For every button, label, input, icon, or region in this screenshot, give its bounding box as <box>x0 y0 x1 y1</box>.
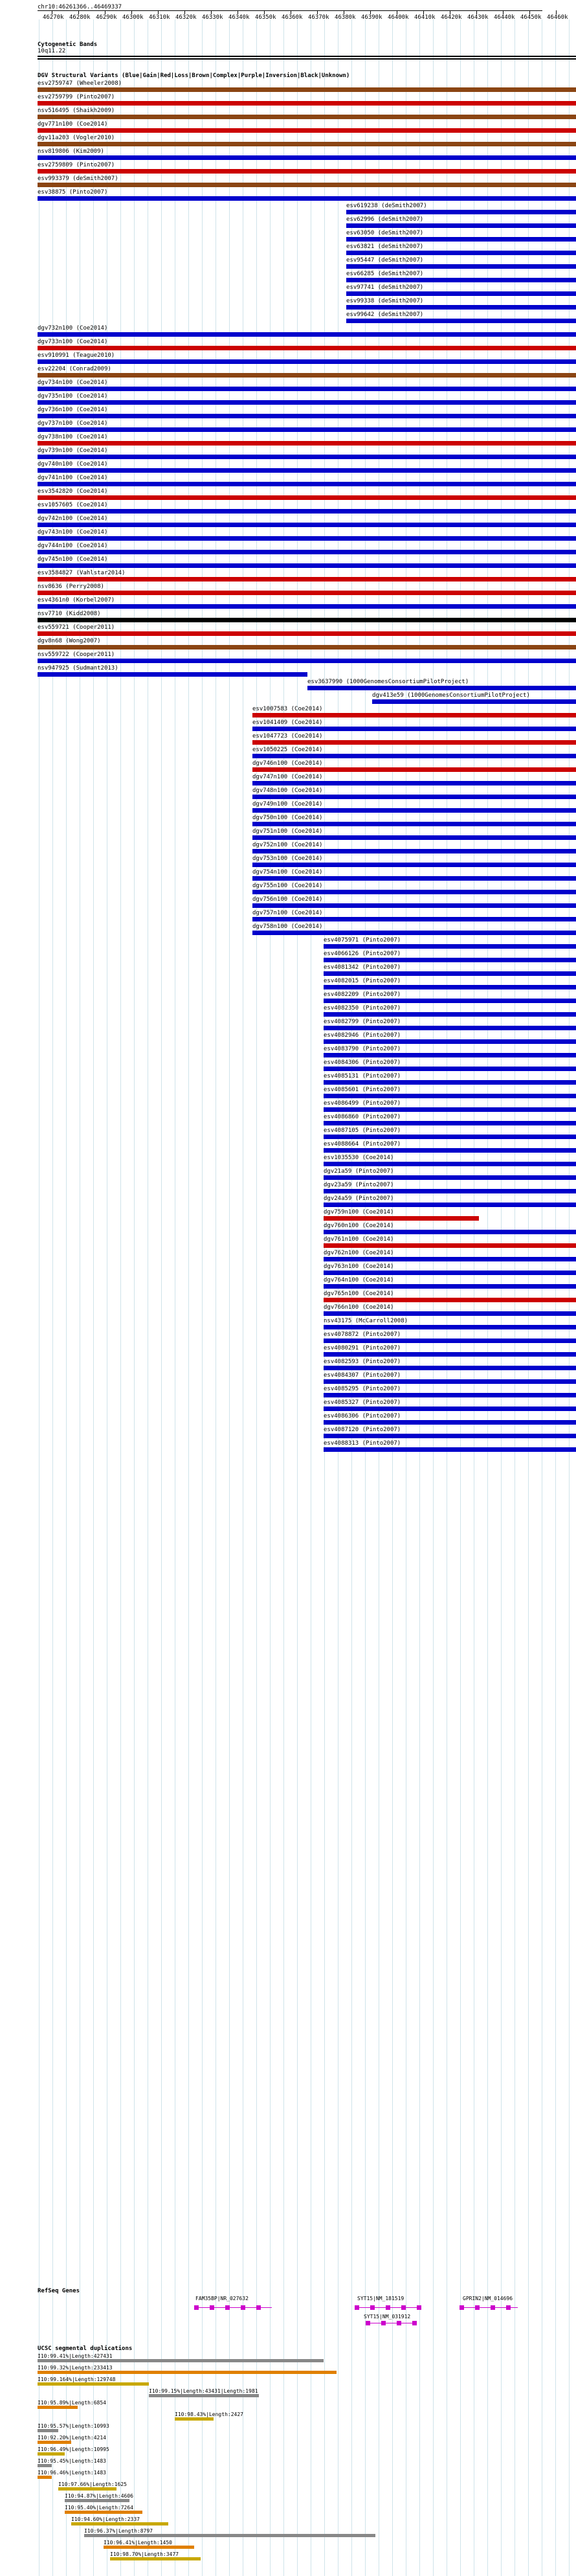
segdup-bar[interactable] <box>38 2464 52 2467</box>
variant-label[interactable]: esv4086306 (Pinto2007) <box>324 1413 401 1419</box>
gene-exon[interactable] <box>412 2321 417 2325</box>
variant-label[interactable]: esv62996 (deSmith2007) <box>346 216 424 223</box>
variant-label[interactable]: esv2759747 (Wheeler2008) <box>38 80 122 87</box>
gene-exon[interactable] <box>386 2305 390 2310</box>
ruler-tick-label: 46410k <box>414 14 436 21</box>
refseq-genes <box>0 2301 576 2327</box>
gene-exon[interactable] <box>401 2305 406 2310</box>
variant-bar-gain[interactable] <box>324 1379 576 1384</box>
variant-bar-complex[interactable] <box>38 142 576 146</box>
variant-label[interactable]: esv2759809 (Pinto2007) <box>38 162 115 168</box>
variant-bar-gain[interactable] <box>324 1053 576 1057</box>
variant-label[interactable]: dgv21a59 (Pinto2007) <box>324 1168 394 1175</box>
variant-bar-gain[interactable] <box>346 278 576 282</box>
segdup-bar[interactable] <box>38 2452 65 2456</box>
variant-bar-loss[interactable] <box>38 631 576 636</box>
variant-label[interactable]: esv22204 (Conrad2009) <box>38 366 111 372</box>
variant-label[interactable]: nsv7710 (Kidd2008) <box>38 611 101 617</box>
variant-label[interactable]: esv4088313 (Pinto2007) <box>324 1440 401 1447</box>
variant-bar-gain[interactable] <box>324 1107 576 1112</box>
variant-bar-gain[interactable] <box>324 1339 576 1343</box>
variant-bar-gain[interactable] <box>252 917 576 921</box>
variant-bar-gain[interactable] <box>38 468 576 473</box>
variant-label[interactable]: esv4082209 (Pinto2007) <box>324 991 401 998</box>
variant-bar-gain[interactable] <box>324 1271 576 1275</box>
variant-bar-gain[interactable] <box>38 400 576 405</box>
segdup-label[interactable]: I10:95.89%|Length:6854 <box>38 2400 106 2406</box>
variant-bar-gain[interactable] <box>324 1026 576 1030</box>
variant-label[interactable]: esv4085601 (Pinto2007) <box>324 1087 401 1093</box>
variant-label[interactable]: esv4361n0 (Korbel2007) <box>38 597 115 604</box>
variant-label[interactable]: esv993379 (deSmith2007) <box>38 175 118 182</box>
variant-label[interactable]: esv4066126 (Pinto2007) <box>324 951 401 957</box>
variant-label[interactable]: esv4085131 (Pinto2007) <box>324 1073 401 1079</box>
segdup-bar[interactable] <box>65 2499 129 2502</box>
ruler-tick-label: 46350k <box>255 14 276 21</box>
variant-bar-loss[interactable] <box>38 169 576 174</box>
variant-bar-gain[interactable] <box>324 1447 576 1452</box>
ruler-tick-label: 46390k <box>361 14 382 21</box>
variant-label[interactable]: dgv735n100 (Coe2014) <box>38 393 108 400</box>
segdup-label[interactable]: I10:95.57%|Length:10993 <box>38 2423 109 2429</box>
variant-bar-complex[interactable] <box>38 115 576 119</box>
variant-label[interactable]: dgv736n100 (Coe2014) <box>38 407 108 413</box>
variant-label[interactable]: dgv763n100 (Coe2014) <box>324 1263 394 1270</box>
variant-bar-gain[interactable] <box>38 455 576 459</box>
variant-bar-gain[interactable] <box>38 523 576 527</box>
variant-label[interactable]: esv4086499 (Pinto2007) <box>324 1100 401 1107</box>
variant-label[interactable]: esv4084306 (Pinto2007) <box>324 1059 401 1066</box>
cytoband-bar-lower <box>38 58 576 60</box>
variant-label[interactable]: esv3637990 (1000GenomesConsortiumPilotProject) <box>307 679 469 685</box>
variant-bar-gain[interactable] <box>372 699 576 704</box>
variant-label[interactable]: esv99338 (deSmith2007) <box>346 298 424 304</box>
variant-label[interactable]: esv4087120 (Pinto2007) <box>324 1427 401 1433</box>
variant-label[interactable]: dgv771n100 (Coe2014) <box>38 121 108 128</box>
variant-bar-gain[interactable] <box>38 387 576 391</box>
variant-bar-gain[interactable] <box>252 890 576 894</box>
segdup-label[interactable]: I10:92.20%|Length:4214 <box>38 2435 106 2441</box>
base-ruler[interactable] <box>0 10 576 19</box>
variant-label[interactable]: dgv747n100 (Coe2014) <box>252 774 323 780</box>
variant-label[interactable]: esv97741 (deSmith2007) <box>346 284 424 291</box>
ruler-tick-label: 46270k <box>43 14 64 21</box>
ruler-tick-label: 46330k <box>202 14 223 21</box>
variant-bar-gain[interactable] <box>346 237 576 242</box>
variant-bar-gain[interactable] <box>346 319 576 323</box>
variant-bar-gain[interactable] <box>38 414 576 418</box>
variant-label[interactable]: esv4082593 (Pinto2007) <box>324 1359 401 1365</box>
variant-label[interactable]: esv910991 (Teague2010) <box>38 352 115 359</box>
variant-bar-gain[interactable] <box>346 264 576 269</box>
variant-bar-gain[interactable] <box>324 1148 576 1153</box>
variant-label[interactable]: dgv23a59 (Pinto2007) <box>324 1182 394 1188</box>
variant-label[interactable]: dgv765n100 (Coe2014) <box>324 1291 394 1297</box>
gene-exon[interactable] <box>475 2305 480 2310</box>
segdup-bar[interactable] <box>38 2406 78 2409</box>
ruler-tick-label: 46460k <box>547 14 568 21</box>
variant-bar-gain[interactable] <box>252 903 576 908</box>
variant-bar-loss[interactable] <box>38 346 576 350</box>
dgv-track-title[interactable]: DGV Structural Variants (Blue|Gain|Red|Loss|Brown|Complex|Purple|Inversion|Black|Unknown) <box>38 73 350 79</box>
variant-label[interactable]: esv4082946 (Pinto2007) <box>324 1032 401 1039</box>
variant-bar-loss[interactable] <box>252 767 576 772</box>
segdup-label[interactable]: I10:95.45%|Length:1483 <box>38 2458 106 2464</box>
variant-bar-gain[interactable] <box>346 210 576 214</box>
variant-label[interactable]: esv99642 (deSmith2007) <box>346 311 424 318</box>
cytoband-track-title[interactable]: Cytogenetic Bands <box>38 41 98 48</box>
variant-label[interactable]: esv4082350 (Pinto2007) <box>324 1005 401 1011</box>
gene-exon[interactable] <box>366 2321 370 2325</box>
cytoband-label: 10q11.22 <box>38 48 66 54</box>
segdup-label[interactable]: I10:94.87%|Length:4606 <box>65 2493 133 2499</box>
variant-label[interactable]: dgv741n100 (Coe2014) <box>38 475 108 481</box>
variant-label[interactable]: dgv732n100 (Coe2014) <box>38 325 108 332</box>
variant-label[interactable]: dgv737n100 (Coe2014) <box>38 420 108 427</box>
variant-label[interactable]: nsv8636 (Perry2008) <box>38 583 104 590</box>
variant-label[interactable]: nsv43175 (McCarroll2008) <box>324 1318 408 1324</box>
variant-label[interactable]: esv1007583 (Coe2014) <box>252 706 323 712</box>
variant-label[interactable]: dgv756n100 (Coe2014) <box>252 896 323 903</box>
variant-label[interactable]: dgv760n100 (Coe2014) <box>324 1223 394 1229</box>
variant-label[interactable]: dgv751n100 (Coe2014) <box>252 828 323 835</box>
variant-label[interactable]: esv4086860 (Pinto2007) <box>324 1114 401 1120</box>
variant-bar-loss[interactable] <box>38 101 576 106</box>
variant-bar-gain[interactable] <box>252 931 576 935</box>
variant-bar-gain[interactable] <box>252 727 576 731</box>
gene-exon[interactable] <box>397 2321 401 2325</box>
variant-bar-loss[interactable] <box>252 740 576 745</box>
variant-bar-gain[interactable] <box>38 359 576 364</box>
variant-label[interactable]: dgv24a59 (Pinto2007) <box>324 1195 394 1202</box>
segdup-label[interactable]: I10:95.40%|Length:7264 <box>65 2505 133 2511</box>
gene-exon[interactable] <box>381 2321 386 2325</box>
variant-label[interactable]: dgv764n100 (Coe2014) <box>324 1277 394 1283</box>
variant-bar-gain[interactable] <box>38 427 576 432</box>
variant-label[interactable]: esv559721 (Cooper2011) <box>38 624 115 631</box>
gene-exon[interactable] <box>370 2305 375 2310</box>
variant-bar-gain[interactable] <box>346 291 576 296</box>
variant-bar-gain[interactable] <box>38 155 576 160</box>
variant-label[interactable]: esv2759799 (Pinto2007) <box>38 94 115 100</box>
segdup-bar[interactable] <box>175 2417 214 2421</box>
variant-bar-loss[interactable] <box>252 713 576 717</box>
variant-label[interactable]: esv3584827 (Vahlstar2014) <box>38 570 126 576</box>
variant-bar-gain[interactable] <box>324 1094 576 1098</box>
variant-bar-gain[interactable] <box>38 672 307 677</box>
variant-label[interactable]: dgv740n100 (Coe2014) <box>38 461 108 468</box>
segdup-bar[interactable] <box>104 2546 194 2549</box>
variant-label[interactable]: nsv947925 (Sudmant2013) <box>38 665 118 672</box>
variant-label[interactable]: esv63821 (deSmith2007) <box>346 243 424 250</box>
variant-label[interactable]: esv1047723 (Coe2014) <box>252 733 323 740</box>
position-title[interactable]: chr10:46261366..46469337 <box>38 4 122 10</box>
gene-exon[interactable] <box>225 2305 230 2310</box>
variant-bar-gain[interactable] <box>346 251 576 255</box>
variant-bar-gain[interactable] <box>252 781 576 785</box>
variant-label[interactable]: esv3542820 (Coe2014) <box>38 488 108 495</box>
ruler-tick-label: 46340k <box>228 14 250 21</box>
variant-bar-gain[interactable] <box>252 808 576 813</box>
ruler-tick-label: 46320k <box>175 14 197 21</box>
variant-bar-gain[interactable] <box>324 1393 576 1397</box>
segdup-bar[interactable] <box>84 2534 375 2537</box>
segdup-label[interactable]: I10:96.41%|Length:1450 <box>104 2540 172 2546</box>
variant-bar-gain[interactable] <box>324 1203 576 1207</box>
segdup-bar[interactable] <box>38 2382 149 2386</box>
variant-bar-gain[interactable] <box>324 1080 576 1085</box>
gene-exon[interactable] <box>210 2305 214 2310</box>
variant-label[interactable]: dgv734n100 (Coe2014) <box>38 379 108 386</box>
variant-bar-gain[interactable] <box>38 604 576 609</box>
variant-label[interactable]: esv4084307 (Pinto2007) <box>324 1372 401 1379</box>
variant-bar-loss[interactable] <box>38 591 576 595</box>
segdup-bar[interactable] <box>38 2476 52 2479</box>
variant-label[interactable]: esv4081342 (Pinto2007) <box>324 964 401 971</box>
segdup-label[interactable]: I10:99.164%|Length:129748 <box>38 2377 116 2382</box>
variant-label[interactable]: dgv413e59 (1000GenomesConsortiumPilotProject) <box>372 692 530 699</box>
gene-exon[interactable] <box>194 2305 199 2310</box>
segdup-bar[interactable] <box>38 2441 71 2444</box>
refseq-track-title[interactable]: RefSeq Genes <box>38 2288 80 2294</box>
variant-bar-gain[interactable] <box>324 1162 576 1166</box>
variant-bar-gain[interactable] <box>324 1352 576 1357</box>
segdup-bar[interactable] <box>65 2511 142 2514</box>
variant-label[interactable]: esv4082015 (Pinto2007) <box>324 978 401 984</box>
variant-bar-gain[interactable] <box>38 550 576 554</box>
segdup-track <box>0 2353 576 2566</box>
variant-bar-complex[interactable] <box>38 87 576 92</box>
variant-label[interactable]: esv1035530 (Coe2014) <box>324 1155 394 1161</box>
segdup-label[interactable]: I10:99.32%|Length:233413 <box>38 2365 113 2371</box>
cytoband-bar <box>38 56 576 57</box>
gene-exon[interactable] <box>506 2305 511 2310</box>
variant-label[interactable]: esv1041409 (Coe2014) <box>252 719 323 726</box>
variant-bar-complex[interactable] <box>38 645 576 650</box>
segdup-bar[interactable] <box>71 2522 168 2525</box>
variant-bar-gain[interactable] <box>324 1121 576 1125</box>
ruler-tick-label: 46360k <box>282 14 303 21</box>
ruler-tick-label: 46440k <box>494 14 515 21</box>
variant-bar-gain[interactable] <box>38 659 576 663</box>
variant-label[interactable]: esv4078872 (Pinto2007) <box>324 1331 401 1338</box>
ruler-tick-label: 46420k <box>441 14 462 21</box>
variant-label[interactable]: esv4088664 (Pinto2007) <box>324 1141 401 1147</box>
dgv-track <box>0 80 576 2263</box>
variant-bar-gain[interactable] <box>38 509 576 514</box>
ruler-tick-label: 46280k <box>69 14 91 21</box>
variant-bar-gain[interactable] <box>38 196 576 201</box>
variant-bar-loss[interactable] <box>38 441 576 446</box>
variant-label[interactable]: dgv748n100 (Coe2014) <box>252 787 323 794</box>
variant-bar-loss[interactable] <box>324 1298 576 1302</box>
variant-label[interactable]: esv63050 (deSmith2007) <box>346 230 424 236</box>
variant-label[interactable]: esv4080291 (Pinto2007) <box>324 1345 401 1351</box>
variant-bar-gain[interactable] <box>324 985 576 989</box>
segdup-label[interactable]: I10:97.66%|Length:1625 <box>58 2481 127 2487</box>
variant-label[interactable]: esv619238 (deSmith2007) <box>346 203 427 209</box>
variant-bar-loss[interactable] <box>38 495 576 500</box>
variant-label[interactable]: dgv746n100 (Coe2014) <box>252 760 323 767</box>
segdup-label[interactable]: I10:96.37%|Length:8797 <box>84 2528 153 2534</box>
gene-exon[interactable] <box>491 2305 495 2310</box>
ruler-tick-label: 46310k <box>149 14 170 21</box>
segdup-label[interactable]: I10:98.70%|Length:3477 <box>110 2551 179 2557</box>
variant-label[interactable]: esv4085295 (Pinto2007) <box>324 1386 401 1392</box>
segdup-label[interactable]: I10:96.46%|Length:1483 <box>38 2470 106 2476</box>
segdup-label[interactable]: I10:98.43%|Length:2427 <box>175 2412 243 2417</box>
variant-bar-gain[interactable] <box>252 754 576 758</box>
variant-label[interactable]: dgv762n100 (Coe2014) <box>324 1250 394 1256</box>
variant-bar-loss[interactable] <box>38 577 576 582</box>
variant-label[interactable]: esv95447 (deSmith2007) <box>346 257 424 264</box>
variant-bar-gain[interactable] <box>252 835 576 840</box>
variant-label[interactable]: dgv743n100 (Coe2014) <box>38 529 108 536</box>
variant-bar-gain[interactable] <box>324 971 576 976</box>
variant-bar-gain[interactable] <box>324 1039 576 1044</box>
variant-label[interactable]: dgv11a203 (Vogler2010) <box>38 135 115 141</box>
variant-label[interactable]: dgv742n100 (Coe2014) <box>38 515 108 522</box>
variant-label[interactable]: dgv753n100 (Coe2014) <box>252 855 323 862</box>
variant-bar-gain[interactable] <box>324 1407 576 1411</box>
variant-label[interactable]: dgv749n100 (Coe2014) <box>252 801 323 808</box>
variant-bar-gain[interactable] <box>324 1175 576 1180</box>
variant-label[interactable]: esv4075971 (Pinto2007) <box>324 937 401 943</box>
variant-bar-gain[interactable] <box>252 822 576 826</box>
segdup-bar[interactable] <box>149 2394 259 2397</box>
variant-label[interactable]: esv4087105 (Pinto2007) <box>324 1127 401 1134</box>
variant-label[interactable]: dgv738n100 (Coe2014) <box>38 434 108 440</box>
gene-exon[interactable] <box>241 2305 245 2310</box>
variant-label[interactable]: dgv757n100 (Coe2014) <box>252 910 323 916</box>
gene-exon[interactable] <box>460 2305 464 2310</box>
segdup-bar[interactable] <box>110 2557 201 2560</box>
variant-bar-gain[interactable] <box>252 795 576 799</box>
variant-bar-gain[interactable] <box>38 332 576 337</box>
variant-bar-gain[interactable] <box>324 1230 576 1234</box>
variant-bar-gain[interactable] <box>324 1325 576 1329</box>
variant-bar-gain[interactable] <box>252 863 576 867</box>
variant-bar-gain[interactable] <box>252 849 576 853</box>
variant-bar-gain[interactable] <box>324 1257 576 1261</box>
variant-bar-loss[interactable] <box>324 1243 576 1248</box>
ruler-tick-label: 46430k <box>467 14 489 21</box>
variant-label[interactable]: dgv755n100 (Coe2014) <box>252 883 323 889</box>
variant-bar-gain[interactable] <box>324 1189 576 1193</box>
variant-bar-gain[interactable] <box>324 1420 576 1425</box>
variant-label[interactable]: dgv8n68 (Wong2007) <box>38 638 101 644</box>
variant-bar-loss[interactable] <box>324 1216 479 1221</box>
segdup-label[interactable]: I10:99.41%|Length:427431 <box>38 2353 113 2359</box>
variant-label[interactable]: dgv739n100 (Coe2014) <box>38 447 108 454</box>
segdup-bar[interactable] <box>38 2429 58 2432</box>
variant-bar-gain[interactable] <box>38 536 576 541</box>
variant-label[interactable]: dgv761n100 (Coe2014) <box>324 1236 394 1243</box>
variant-label[interactable]: dgv758n100 (Coe2014) <box>252 923 323 930</box>
variant-label[interactable]: esv4083790 (Pinto2007) <box>324 1046 401 1052</box>
variant-bar-gain[interactable] <box>38 563 576 568</box>
gene-label-fam35bp[interactable]: FAM35BP|NR_027632 <box>195 2296 249 2301</box>
variant-label[interactable]: esv4082799 (Pinto2007) <box>324 1019 401 1025</box>
variant-label[interactable]: esv4085327 (Pinto2007) <box>324 1399 401 1406</box>
variant-label[interactable]: esv38875 (Pinto2007) <box>38 189 108 196</box>
variant-label[interactable]: dgv754n100 (Coe2014) <box>252 869 323 876</box>
variant-bar-gain[interactable] <box>324 1284 576 1289</box>
segdup-bar[interactable] <box>38 2359 324 2362</box>
gene-label-syt15-a[interactable]: SYT15|NM_181519 <box>357 2296 404 2301</box>
variant-label[interactable]: dgv766n100 (Coe2014) <box>324 1304 394 1311</box>
variant-label[interactable]: esv66285 (deSmith2007) <box>346 271 424 277</box>
variant-bar-gain[interactable] <box>324 1135 576 1139</box>
variant-label[interactable]: dgv744n100 (Coe2014) <box>38 543 108 549</box>
variant-label[interactable]: dgv745n100 (Coe2014) <box>38 556 108 563</box>
variant-bar-gain[interactable] <box>324 1311 576 1316</box>
variant-bar-loss[interactable] <box>38 128 576 133</box>
variant-bar-gain[interactable] <box>324 999 576 1003</box>
variant-label[interactable]: esv1057605 (Coe2014) <box>38 502 108 508</box>
variant-label[interactable]: dgv750n100 (Coe2014) <box>252 815 323 821</box>
variant-label[interactable]: esv1050225 (Coe2014) <box>252 747 323 753</box>
variant-bar-gain[interactable] <box>307 686 576 690</box>
variant-label[interactable]: nsv819806 (Kim2009) <box>38 148 104 155</box>
ruler-tick-label: 46290k <box>96 14 117 21</box>
variant-bar-complex[interactable] <box>38 183 576 187</box>
variant-bar-gain[interactable] <box>38 482 576 486</box>
variant-bar-gain[interactable] <box>324 1067 576 1071</box>
variant-label[interactable]: nsv559722 (Cooper2011) <box>38 651 115 658</box>
variant-label[interactable]: nsv516495 (Shaikh2009) <box>38 107 115 114</box>
gene-exon[interactable] <box>417 2305 421 2310</box>
gene-exon[interactable] <box>256 2305 261 2310</box>
ruler-tick-label: 46400k <box>388 14 409 21</box>
gene-label-gprin2[interactable]: GPRIN2|NM_014696 <box>463 2296 513 2301</box>
variant-bar-gain[interactable] <box>324 944 576 949</box>
variant-bar-complex[interactable] <box>38 373 576 378</box>
variant-label[interactable]: dgv752n100 (Coe2014) <box>252 842 323 848</box>
variant-bar-gain[interactable] <box>324 1434 576 1438</box>
variant-bar-gain[interactable] <box>252 876 576 881</box>
segdup-track-title[interactable]: UCSC segmental duplications <box>38 2345 133 2352</box>
variant-bar-gain[interactable] <box>324 1012 576 1017</box>
gene-exon[interactable] <box>355 2305 359 2310</box>
segdup-bar[interactable] <box>58 2487 116 2491</box>
variant-bar-gain[interactable] <box>346 223 576 228</box>
variant-label[interactable]: dgv759n100 (Coe2014) <box>324 1209 394 1215</box>
variant-bar-gain[interactable] <box>324 1366 576 1370</box>
segdup-label[interactable]: I10:96.49%|Length:10995 <box>38 2446 109 2452</box>
variant-bar-gain[interactable] <box>346 305 576 310</box>
segdup-label[interactable]: I10:99.15%|Length:43431|Length:1981 <box>149 2388 258 2394</box>
variant-bar-unknown[interactable] <box>38 618 576 622</box>
variant-bar-gain[interactable] <box>324 958 576 962</box>
variant-label[interactable]: dgv733n100 (Coe2014) <box>38 339 108 345</box>
ruler-tick-label: 46300k <box>122 14 144 21</box>
gene-label-syt15-b[interactable]: SYT15|NM_031912 <box>364 2314 411 2320</box>
ruler-tick-label: 46380k <box>335 14 356 21</box>
segdup-bar[interactable] <box>38 2371 337 2374</box>
segdup-label[interactable]: I10:94.60%|Length:2337 <box>71 2516 140 2522</box>
ruler-tick-label: 46450k <box>520 14 542 21</box>
ruler-tick-label: 46370k <box>308 14 329 21</box>
